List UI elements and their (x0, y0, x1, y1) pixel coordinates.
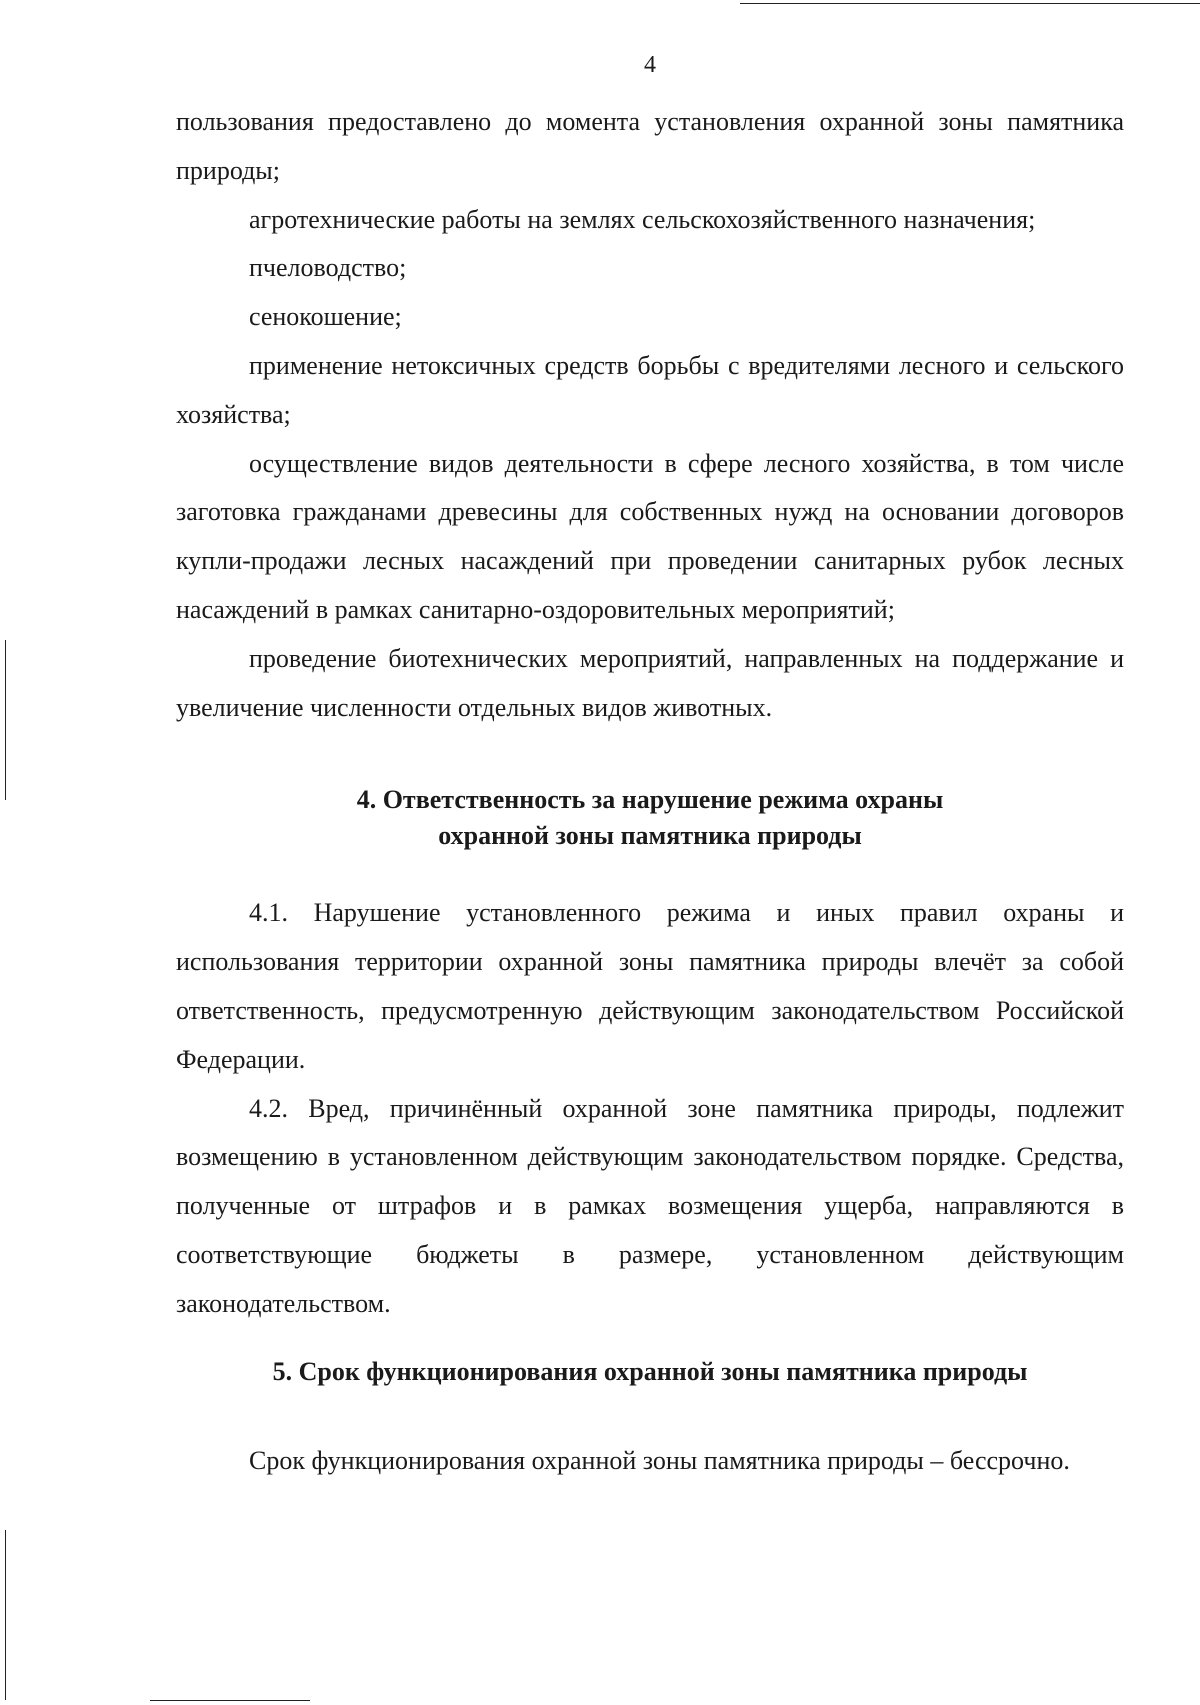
section-4-heading-line-2: охранной зоны памятника природы (438, 821, 862, 851)
section-5-heading (176, 1354, 1124, 1390)
list-item-agrotechnical: агротехнические работы на землях сельскохозяйственного назначения; (249, 204, 1036, 234)
list-item-forestry: осуществление видов деятельности в сфере лесного хозяйства, в том числе заготовка гражданами древесины для собственных нужд на основании договоров купли-продажи лесных насаждений при проведении санитарных рубок лесных насаждений в рамках санитарно-оздоровительных мероприятий; (176, 448, 1124, 624)
list-item-pest-control: применение нетоксичных средств борьбы с вредителями лесного и сельского хозяйства; (176, 350, 1124, 429)
section-4-heading-line-1: 4. Ответственность за нарушение режима охраны (356, 785, 944, 815)
section-4-heading (176, 782, 1124, 854)
scan-edge-line-left (5, 640, 6, 800)
document-body (176, 98, 1124, 1485)
page-number: 4 (644, 52, 656, 78)
section-5-heading-text: 5. Срок функционирования охранной зоны памятника природы (272, 1356, 1028, 1386)
section-5-paragraph-1: Срок функционирования охранной зоны памятника природы – бессрочно. (249, 1445, 1070, 1475)
list-item-haymaking: сенокошение; (249, 302, 402, 332)
scan-edge-line-left-lower (5, 1530, 6, 1700)
paragraph-continuation: пользования предоставлено до момента установления охранной зоны памятника природы; (176, 107, 1124, 185)
scan-edge-line-bottom (150, 1700, 310, 1701)
section-4-paragraph-2: 4.2. Вред, причинённый охранной зоне памятника природы, подлежит возмещению в установленном действующим законодательством порядке. Средства, полученные от штрафов и в рамках возмещения ущерба, направляются в соответствующие бюджеты в размере, установленном действующим законодательством. (176, 1093, 1124, 1318)
section-4-paragraph-1: 4.1. Нарушение установленного режима и иных правил охраны и использования территории охранной зоны памятника природы влечёт за собой ответственность, предусмотренную действующим законодательством Российской Федерации. (176, 898, 1124, 1074)
list-item-biotechnical: проведение биотехнических мероприятий, направленных на поддержание и увеличение численности отдельных видов животных. (176, 643, 1124, 722)
scan-edge-line-top (740, 3, 1200, 4)
list-item-beekeeping: пчеловодство; (249, 253, 407, 283)
